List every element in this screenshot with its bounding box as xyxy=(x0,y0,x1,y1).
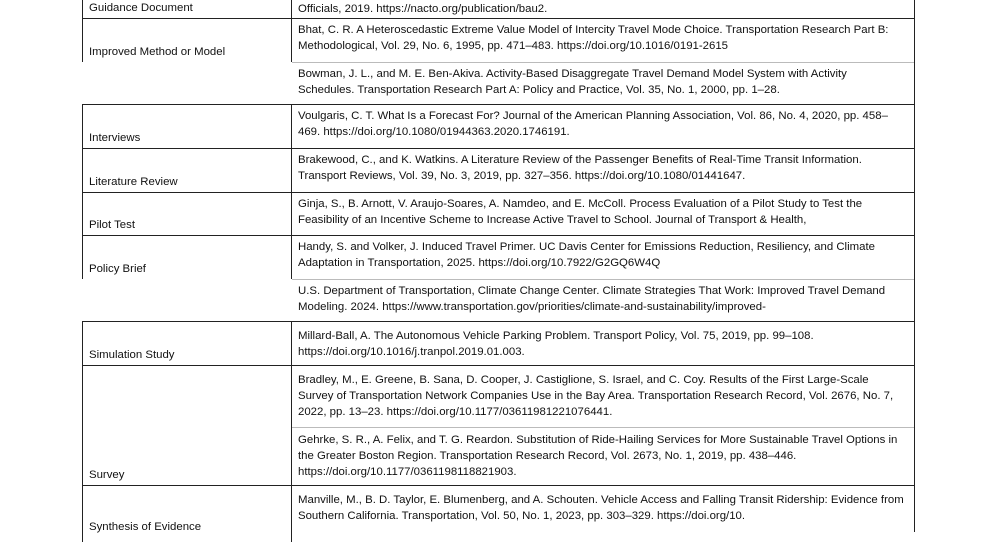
category-label: Survey xyxy=(89,469,125,481)
category-label: Literature Review xyxy=(89,176,178,188)
category-label: Guidance Document xyxy=(89,2,193,14)
category-label: Simulation Study xyxy=(89,349,175,361)
table-row xyxy=(82,0,915,18)
references-cell xyxy=(292,149,915,192)
reference-entry: Bradley, M., E. Greene, B. Sana, D. Cooper, J. Castiglione, S. Israel, and C. Coy. Results of the First Large-Scale Survey of Transportation Network Companies Use in the Bay Area. Transportation Research Record, Vol. 2676, No. 7, 2022, pp. 13–23. https://doi.org/10.1177/03611981221076441. xyxy=(298,374,894,419)
reference-entry: Handy, S. and Volker, J. Induced Travel Primer. UC Davis Center for Emissions Reduction, Resiliency, and Climate Adaptation in Transportation, 2025. https://doi.org/10.7922/G2GQ6W4Q xyxy=(298,241,875,270)
references-cell xyxy=(292,236,915,321)
category-cell xyxy=(82,322,292,365)
category-label: Pilot Test xyxy=(89,219,136,231)
category-cell xyxy=(82,193,292,235)
references-cell xyxy=(292,366,915,485)
reference-entry: Officials, 2019. https://nacto.org/publication/bau2. xyxy=(298,3,548,15)
references-cell xyxy=(292,0,915,18)
references-cell xyxy=(292,322,915,365)
reference-entry: U.S. Department of Transportation, Climate Change Center. Climate Strategies That Work: Improved Travel Demand Modeling. 2024. https://www.transportation.gov/priorities/climate-and-sustainability/improved- xyxy=(292,279,914,321)
category-cell xyxy=(82,486,292,542)
table-row xyxy=(82,18,915,104)
category-cell xyxy=(82,19,292,62)
category-label: Improved Method or Model xyxy=(89,46,226,58)
table-row xyxy=(82,148,915,192)
reference-table xyxy=(82,0,915,532)
references-cell xyxy=(292,19,915,104)
reference-entry: Bhat, C. R. A Heteroscedastic Extreme Value Model of Intercity Travel Mode Choice. Transportation Research Part B: Methodological, Vol. 29, No. 6, 1995, pp. 471–483. https://doi.org/10.1016/0191-2615 xyxy=(298,24,889,53)
category-cell xyxy=(82,236,292,279)
references-cell xyxy=(292,193,915,235)
table-row xyxy=(82,235,915,321)
reference-entry: Manville, M., B. D. Taylor, E. Blumenberg, and A. Schouten. Vehicle Access and Falling Transit Ridership: Evidence from Southern California. Transportation, Vol. 50, No. 1, 2023, pp. 303–329. https://doi.org/10. xyxy=(298,494,904,523)
table-row xyxy=(82,104,915,148)
category-cell xyxy=(82,105,292,148)
reference-entry: Millard-Ball, A. The Autonomous Vehicle Parking Problem. Transport Policy, Vol. 75, 2019, pp. 99–108. https://doi.org/10.1016/j.tranpol.2019.01.003. xyxy=(298,330,814,359)
reference-entry: Bowman, J. L., and M. E. Ben-Akiva. Activity-Based Disaggregate Travel Demand Model System with Activity Schedules. Transportation Research Part A: Policy and Practice, Vol. 35, No. 1, 2000, pp. 1–28. xyxy=(292,62,914,104)
category-cell xyxy=(82,149,292,192)
reference-entry: Gehrke, S. R., A. Felix, and T. G. Reardon. Substitution of Ride-Hailing Services for More Sustainable Travel Options in the Greater Boston Region. Transportation Research Record, Vol. 2673, No. 1, 2019, pp. 438–446. https://doi.org/10.1177/0361198118821903. xyxy=(292,427,914,485)
reference-entry: Voulgaris, C. T. What Is a Forecast For? Journal of the American Planning Association, Vol. 86, No. 4, 2020, pp. 458–469. https://doi.org/10.1080/01944363.2020.1746191. xyxy=(298,110,888,139)
table-row xyxy=(82,321,915,365)
category-label: Interviews xyxy=(89,132,141,144)
category-label: Policy Brief xyxy=(89,263,146,275)
category-cell xyxy=(82,0,292,18)
table-row xyxy=(82,192,915,235)
references-cell xyxy=(292,486,915,532)
references-cell xyxy=(292,105,915,148)
reference-entry: Brakewood, C., and K. Watkins. A Literature Review of the Passenger Benefits of Real-Time Transit Information. Transport Reviews, Vol. 39, No. 3, 2019, pp. 327–356. https://doi.org/10.1080/01441647. xyxy=(298,154,862,183)
reference-entry: Ginja, S., B. Arnott, V. Araujo-Soares, A. Namdeo, and E. McColl. Process Evaluation of a Pilot Study to Test the Feasibility of an Incentive Scheme to Increase Active Travel to School. Journal of Transport & Health, xyxy=(298,198,863,227)
category-cell xyxy=(82,366,292,485)
table-row xyxy=(82,365,915,485)
category-label: Synthesis of Evidence xyxy=(89,521,202,533)
